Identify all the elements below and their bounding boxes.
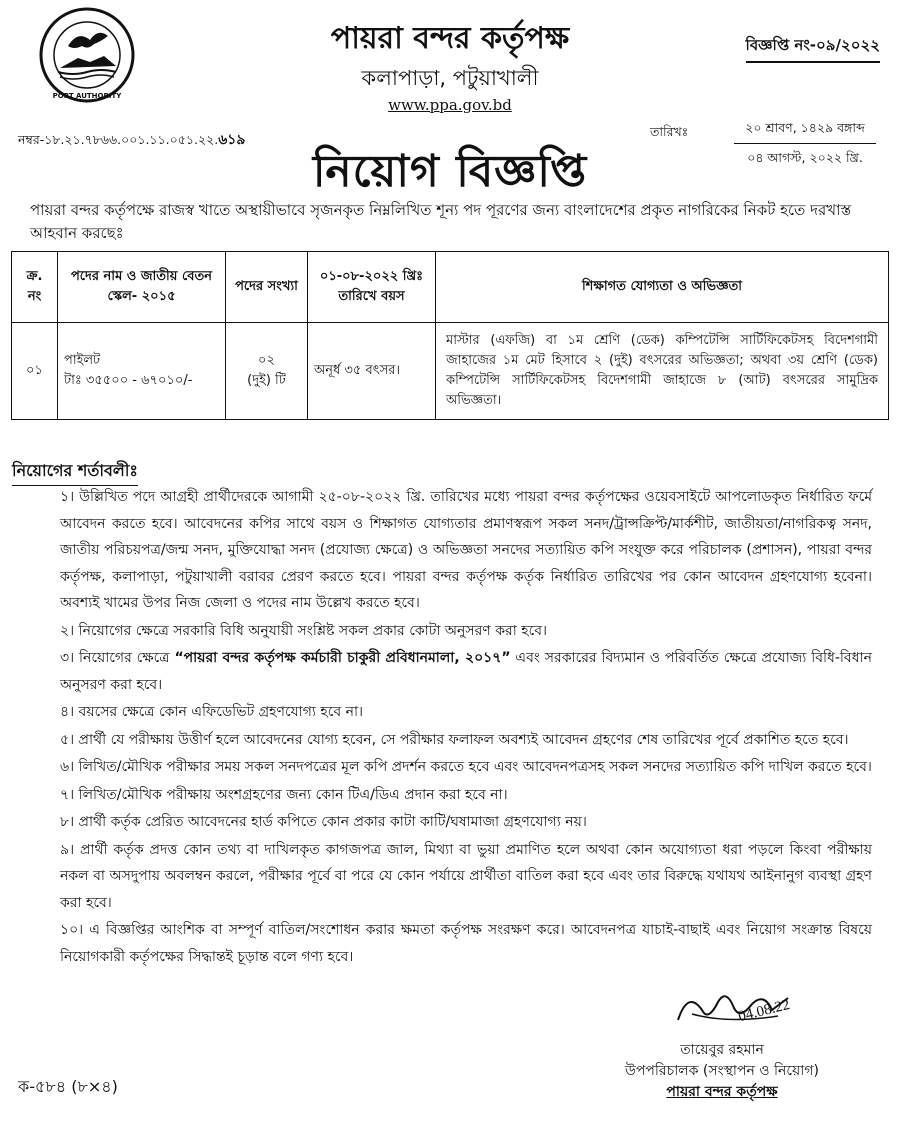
- signer-organization: পায়রা বন্দর কর্তৃপক্ষ: [666, 1084, 778, 1100]
- organization-website[interactable]: www.ppa.gov.bd: [388, 96, 512, 114]
- vacancy-table: [11, 251, 889, 420]
- header-count: পদের সংখ্যা: [226, 252, 308, 323]
- header-post: পদের নাম ও জাতীয় বেতন স্কেল- ২০১৫: [58, 252, 226, 323]
- condition-item: ৯। প্রার্থী কর্তৃক প্রদত্ত কোন তথ্য বা দাখিলকৃত কাগজপত্র জাল, মিথ্যা বা ভুয়া প্রমাণিত হলে অথবা কোন অযোগ্যতা ধরা পড়লে কিংবা পরীক্ষায় নকল বা অসদুপায় অবলম্বন করলে, পরীক্ষার পূর্বে বা পরে যে কোন পর্যায়ে প্রার্থীতা বাতিল করা হবে এবং তার বিরুদ্ধে যথাযথ আইনানুগ ব্যবস্থা গ্রহণ করা হবে।: [60, 841, 872, 911]
- conditions-list: [60, 484, 872, 971]
- condition-item: ১। উল্লিখিত পদে আগ্রহী প্রার্থীদেরকে আগামী ২৫-০৮-২০২২ খ্রি. তারিখের মধ্যে পায়রা বন্দর কর্তৃপক্ষের ওয়েবসাইটে আপলোডকৃত নির্ধারিত ফর্মে আবেদন করতে হবে। আবেদনের কপির সাথে বয়স ও শিক্ষাগত যোগ্যতার প্রমাণস্বরূপ সকল সনদ/ট্রান্সক্রিপ্ট/মার্কশীট, জাতীয়তা/নাগরিকত্ব সনদ, জাতীয় পরিচয়পত্র/জন্ম সনদ, মুক্তিযোদ্ধা সনদ (প্রযোজ্য ক্ষেত্রে) ও অভিজ্ঞতা সনদের সত্যায়িত কপি সংযুক্ত করে পরিচালক (প্রশাসন), পায়রা বন্দর কর্তৃপক্ষ, কলাপাড়া, পটুয়াখালী বরাবর প্রেরণ করতে হবে। পায়রা বন্দর কর্তৃপক্ষ কর্তৃক নির্ধারিত তারিখের পর কোন আবেদন গ্রহণযোগ্য হবেনা। অবশ্যই খামের উপর নিজ জেলা ও পদের নাম উল্লেখ করতে হবে।: [60, 489, 872, 611]
- condition-item: ৭। লিখিত/মৌখিক পরীক্ষায় অংশগ্রহণের জন্য কোন টিএ/ডিএ প্রদান করা হবে না।: [60, 786, 508, 803]
- notice-number: বিজ্ঞপ্তি নং-০৯/২০২২: [746, 34, 880, 63]
- table-header-row: [12, 252, 889, 323]
- memo-prefix: নম্বর-১৮.২১.৭৮৬৬.০০১.১১.০৫১.২২.: [18, 132, 219, 147]
- count-number: ০২: [258, 353, 275, 368]
- condition-item: ৮। প্রার্থী কর্তৃক প্রেরিত আবেদনের হার্ড কপিতে কোন প্রকার কাটা কাটি/ঘষামাজা গ্রহণযোগ্য নয়।: [60, 814, 587, 830]
- condition-item: ১০। এ বিজ্ঞপ্তির আংশিক বা সম্পূর্ণ বাতিল/সংশোধন করার ক্ষমতা কর্তৃপক্ষ সংরক্ষণ করে। আবেদনপত্র যাচাই-বাছাই এবং নিয়োগ সংক্রান্ত বিষয়ে নিয়োগকারী কর্তৃপক্ষের সিদ্ধান্তই চূড়ান্ত বলে গণ্য হবে।: [60, 922, 872, 965]
- count-words: (দুই) টি: [247, 373, 286, 388]
- date-bangla: ২০ শ্রাবণ, ১৪২৯ বঙ্গাব্দ: [745, 120, 865, 135]
- condition-item: ৪। বয়সের ক্ষেত্রে কোন এফিডেভিট গ্রহণযোগ্য হবে না।: [60, 704, 364, 720]
- cell-count: [226, 323, 308, 420]
- condition-item: ৫। প্রার্থী যে পরীক্ষায় উত্তীর্ণ হলে আবেদনের যোগ্য হবেন, সে পরীক্ষার ফলাফল অবশ্যই আবেদন গ্রহণের শেষ তারিখের পূর্বে প্রকাশিত হতে হবে।: [60, 731, 849, 748]
- organization-name: পায়রা বন্দর কর্তৃপক্ষ: [330, 21, 570, 56]
- cell-age: অনূর্ধ ৩৫ বৎসর।: [308, 323, 436, 420]
- date-label: তারিখঃ: [650, 124, 689, 139]
- organization-address: কলাপাড়া, পটুয়াখালী: [361, 66, 539, 90]
- signer-designation: উপপরিচালক (সংস্থাপন ও নিয়োগ): [625, 1063, 819, 1079]
- header-age: ০১-০৮-২০২২ খ্রিঃ তারিখে বয়স: [308, 252, 436, 323]
- memo-suffix: ৬১৯: [218, 132, 246, 148]
- signature-date: 04.08.22: [736, 996, 792, 1026]
- signer-block: [592, 1040, 852, 1103]
- date-gregorian: ০৪ আগস্ট, ২০২২ খ্রি.: [747, 150, 863, 165]
- condition-item: [60, 645, 872, 698]
- intro-paragraph: পায়রা বন্দর কর্তৃপক্ষে রাজস্ব খাতে অস্থায়ীভাবে সৃজনকৃত নিম্নলিখিত শূন্য পদ পূরণের জন্য বাংলাদেশের প্রকৃত নাগরিকের নিকট হতে দরখাস্ত আহবান করছেঃ: [30, 201, 852, 242]
- svg-text:PORT AUTHORITY: PORT AUTHORITY: [52, 92, 122, 100]
- conditions-heading: নিয়োগের শর্তাবলীঃ: [12, 458, 138, 486]
- table-row: [12, 323, 889, 420]
- condition-item: ৬। লিখিত/মৌখিক পরীক্ষার সময় সকল সনদপত্রের মূল কপি প্রদর্শন করতে হবে এবং আবেদনপত্রসহ সকল সনদের সত্যায়িত কপি দাখিল করতে হবে।: [60, 759, 872, 775]
- regulation-name: “পায়রা বন্দর কর্তৃপক্ষ কর্মচারী চাকুরী প্রবিধানমালা, ২০১৭”: [174, 650, 511, 666]
- header-qualification: শিক্ষাগত যোগ্যতা ও অভিজ্ঞতা: [436, 252, 889, 323]
- pay-scale: টাঃ ৩৫৫০০ - ৬৭০১০/-: [64, 373, 193, 388]
- page-title: নিয়োগ বিজ্ঞপ্তি: [312, 146, 588, 197]
- cell-qualification: মাস্টার (এফজি) বা ১ম শ্রেণি (ডেক) কম্পিটেন্সি সার্টিফিকেটসহ বিদেশগামী জাহাজের ১ম মেট হিসাবে ২ (দুই) বৎসরের অভিজ্ঞতা; অথবা ৩য় শ্রেণি (ডেক) কম্পিটেন্সি সার্টিফিকেটসহ বিদেশগামী জাহাজে ৮ (আট) বৎসরের সামুদ্রিক অভিজ্ঞতা।: [436, 323, 889, 420]
- cell-serial: ০১: [12, 323, 58, 420]
- condition-3-pre: ৩। নিয়োগের ক্ষেত্রে: [60, 650, 175, 666]
- header-serial: ক্র. নং: [12, 252, 58, 323]
- cell-post: [58, 323, 226, 420]
- post-name: পাইলট: [64, 353, 101, 368]
- condition-item: ২। নিয়োগের ক্ষেত্রে সরকারি বিধি অনুযায়ী সংশ্লিষ্ট সকল প্রকার কোটা অনুসরণ করা হবে।: [60, 622, 548, 639]
- condition-3-post: এবং সরকারের বিদ্যমান ও পরিবর্তিত ক্ষেত্রে প্রযোজ্য বিধি-বিধান অনুসরণ করা হবে।: [60, 650, 872, 693]
- footer-code: ক-৫৮৪ (৮×৪): [18, 1077, 118, 1096]
- signer-name: তায়েবুর রহমান: [680, 1042, 764, 1058]
